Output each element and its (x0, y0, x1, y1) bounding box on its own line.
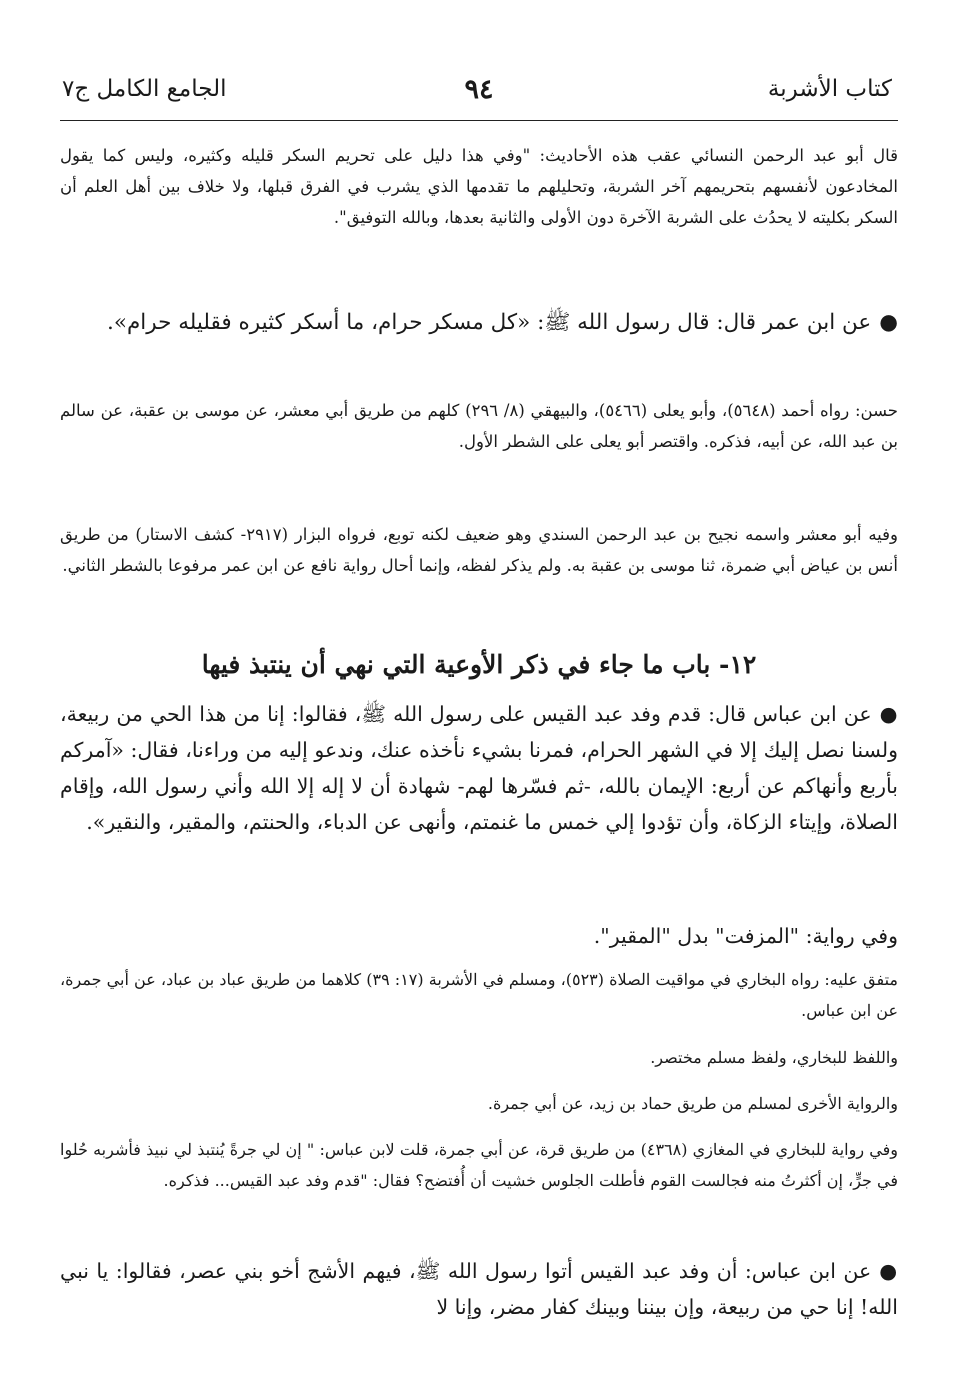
running-header (60, 70, 898, 110)
hadith-variant-note: وفي رواية: "المزفت" بدل "المقير". (593, 924, 898, 948)
book-title: الجامع الكامل ج٧ (62, 76, 227, 102)
book-section-title: كتاب الأشربة (767, 76, 892, 102)
wording-note: واللفظ للبخاري، ولفظ مسلم مختصر. (650, 1048, 898, 1067)
isnad-note-abu-mashar: وفيه أبو معشر واسمه نجيح بن عبد الرحمن السندي وهو ضعيف لكنه توبع، فرواه البزار (٢٩١٧- كشف الاستار) من طريق أنس بن عياض أبي ضمرة، ثنا موسى بن عقبة به. ولم يذكر لفظه، وإنما أحال رواية نافع عن ابن عمر مرفوعا بالشطر الثاني. (60, 525, 898, 575)
bullet-marker: ● (879, 310, 898, 335)
hadith-ibn-umar-text: عن ابن عمر قال: قال رسول الله ﷺ: «كل مسكر حرام، ما أسكر كثيره فقليله حرام». (106, 310, 872, 335)
nasai-commentary-paragraph: قال أبو عبد الرحمن النسائي عقب هذه الأحاديث: "وفي هذا دليل على تحريم السكر قليله وكثيره، وليس كما يقول المخادعون لأنفسهم بتحريمهم آخر الشربة، وتحليلهم ما تقدمها الذي يشرب في الفرق قبلها، ولا خلاف بين أهل العلم أن السكر بكليته لا يحدُث على الشربة الآخرة دون الأولى والثانية بعدها، وبالله التوفيق". (60, 146, 898, 227)
bullet-marker: ● (879, 1259, 898, 1283)
book-page (60, 0, 898, 1390)
takhrij-ibn-umar: حسن: رواه أحمد (٥٦٤٨)، وأبو يعلى (٥٤٦٦)، والبيهقي (٨/ ٢٩٦) كلهم من طريق أبي معشر، عن موسى بن عقبة، عن سالم بن عبد الله، عن أبيه، فذكره. واقتصر أبو يعلى على الشطر الأول. (60, 401, 898, 451)
hadith-abd-al-qays (60, 696, 898, 840)
hadith-abd-al-qays-text: عن ابن عباس قال: قدم وفد عبد القيس على رسول الله ﷺ، فقالوا: إنا من هذا الحي من ربيعة، ولسنا نصل إليك إلا في الشهر الحرام، فمرنا بشيء نأخذه عنك، وندعو إليه من وراءنا، فقال: «آمركم بأربع وأنهاكم عن أربع: الإيمان بالله، -ثم فسّرها لهم- شهادة أن لا إله إلا الله وأني رسول الله، وإقام الصلاة، وإيتاء الزكاة، وأن تؤدوا إلي خمس ما غنمتم، وأنهى عن الدباء، والحنتم، والمقير، والنقير». (60, 702, 898, 834)
other-narration-note: والرواية الأخرى لمسلم من طريق حماد بن زيد، عن أبي جمرة. (487, 1094, 898, 1113)
takhrij-bukhari-muslim: متفق عليه: رواه البخاري في مواقيت الصلاة (٥٢٣)، ومسلم في الأشربة (١٧: ٣٩) كلاهما من طريق عباد بن عباد، عن أبي جمرة، عن ابن عباس. (60, 970, 899, 1020)
hadith-ibn-umar (60, 303, 898, 343)
hadith-abd-al-qays-second-text: عن ابن عباس: أن وفد عبد القيس أتوا رسول الله ﷺ، فيهم الأشج أخو بني عصر، فقالوا: يا نبي الله! إنا حي من ربيعة، وإن بيننا وبينك كفار مضر، وإنا لا (60, 1259, 898, 1319)
chapter-heading: ١٢- باب ما جاء في ذكر الأوعية التي نهي أن ينتبذ فيها (201, 650, 757, 679)
header-divider (60, 120, 898, 121)
page-number: ٩٤ (464, 74, 494, 105)
hadith-abd-al-qays-second (60, 1253, 898, 1325)
bullet-marker: ● (879, 702, 899, 726)
bukhari-maghazi-note: وفي رواية للبخاري في المغازي (٤٣٦٨) من طريق قرة، عن أبي جمرة، قلت لابن عباس: " إن لي جرةً يُنتبذ لي نبيذ فأشربه حُلوا في جرٍّ، إن أكثرتُ منه فجالست القوم فأطلت الجلوس خشيت أن أُفتضح؟ فقال: "قدم وفد عبد القيس... فذكره. (60, 1140, 899, 1190)
